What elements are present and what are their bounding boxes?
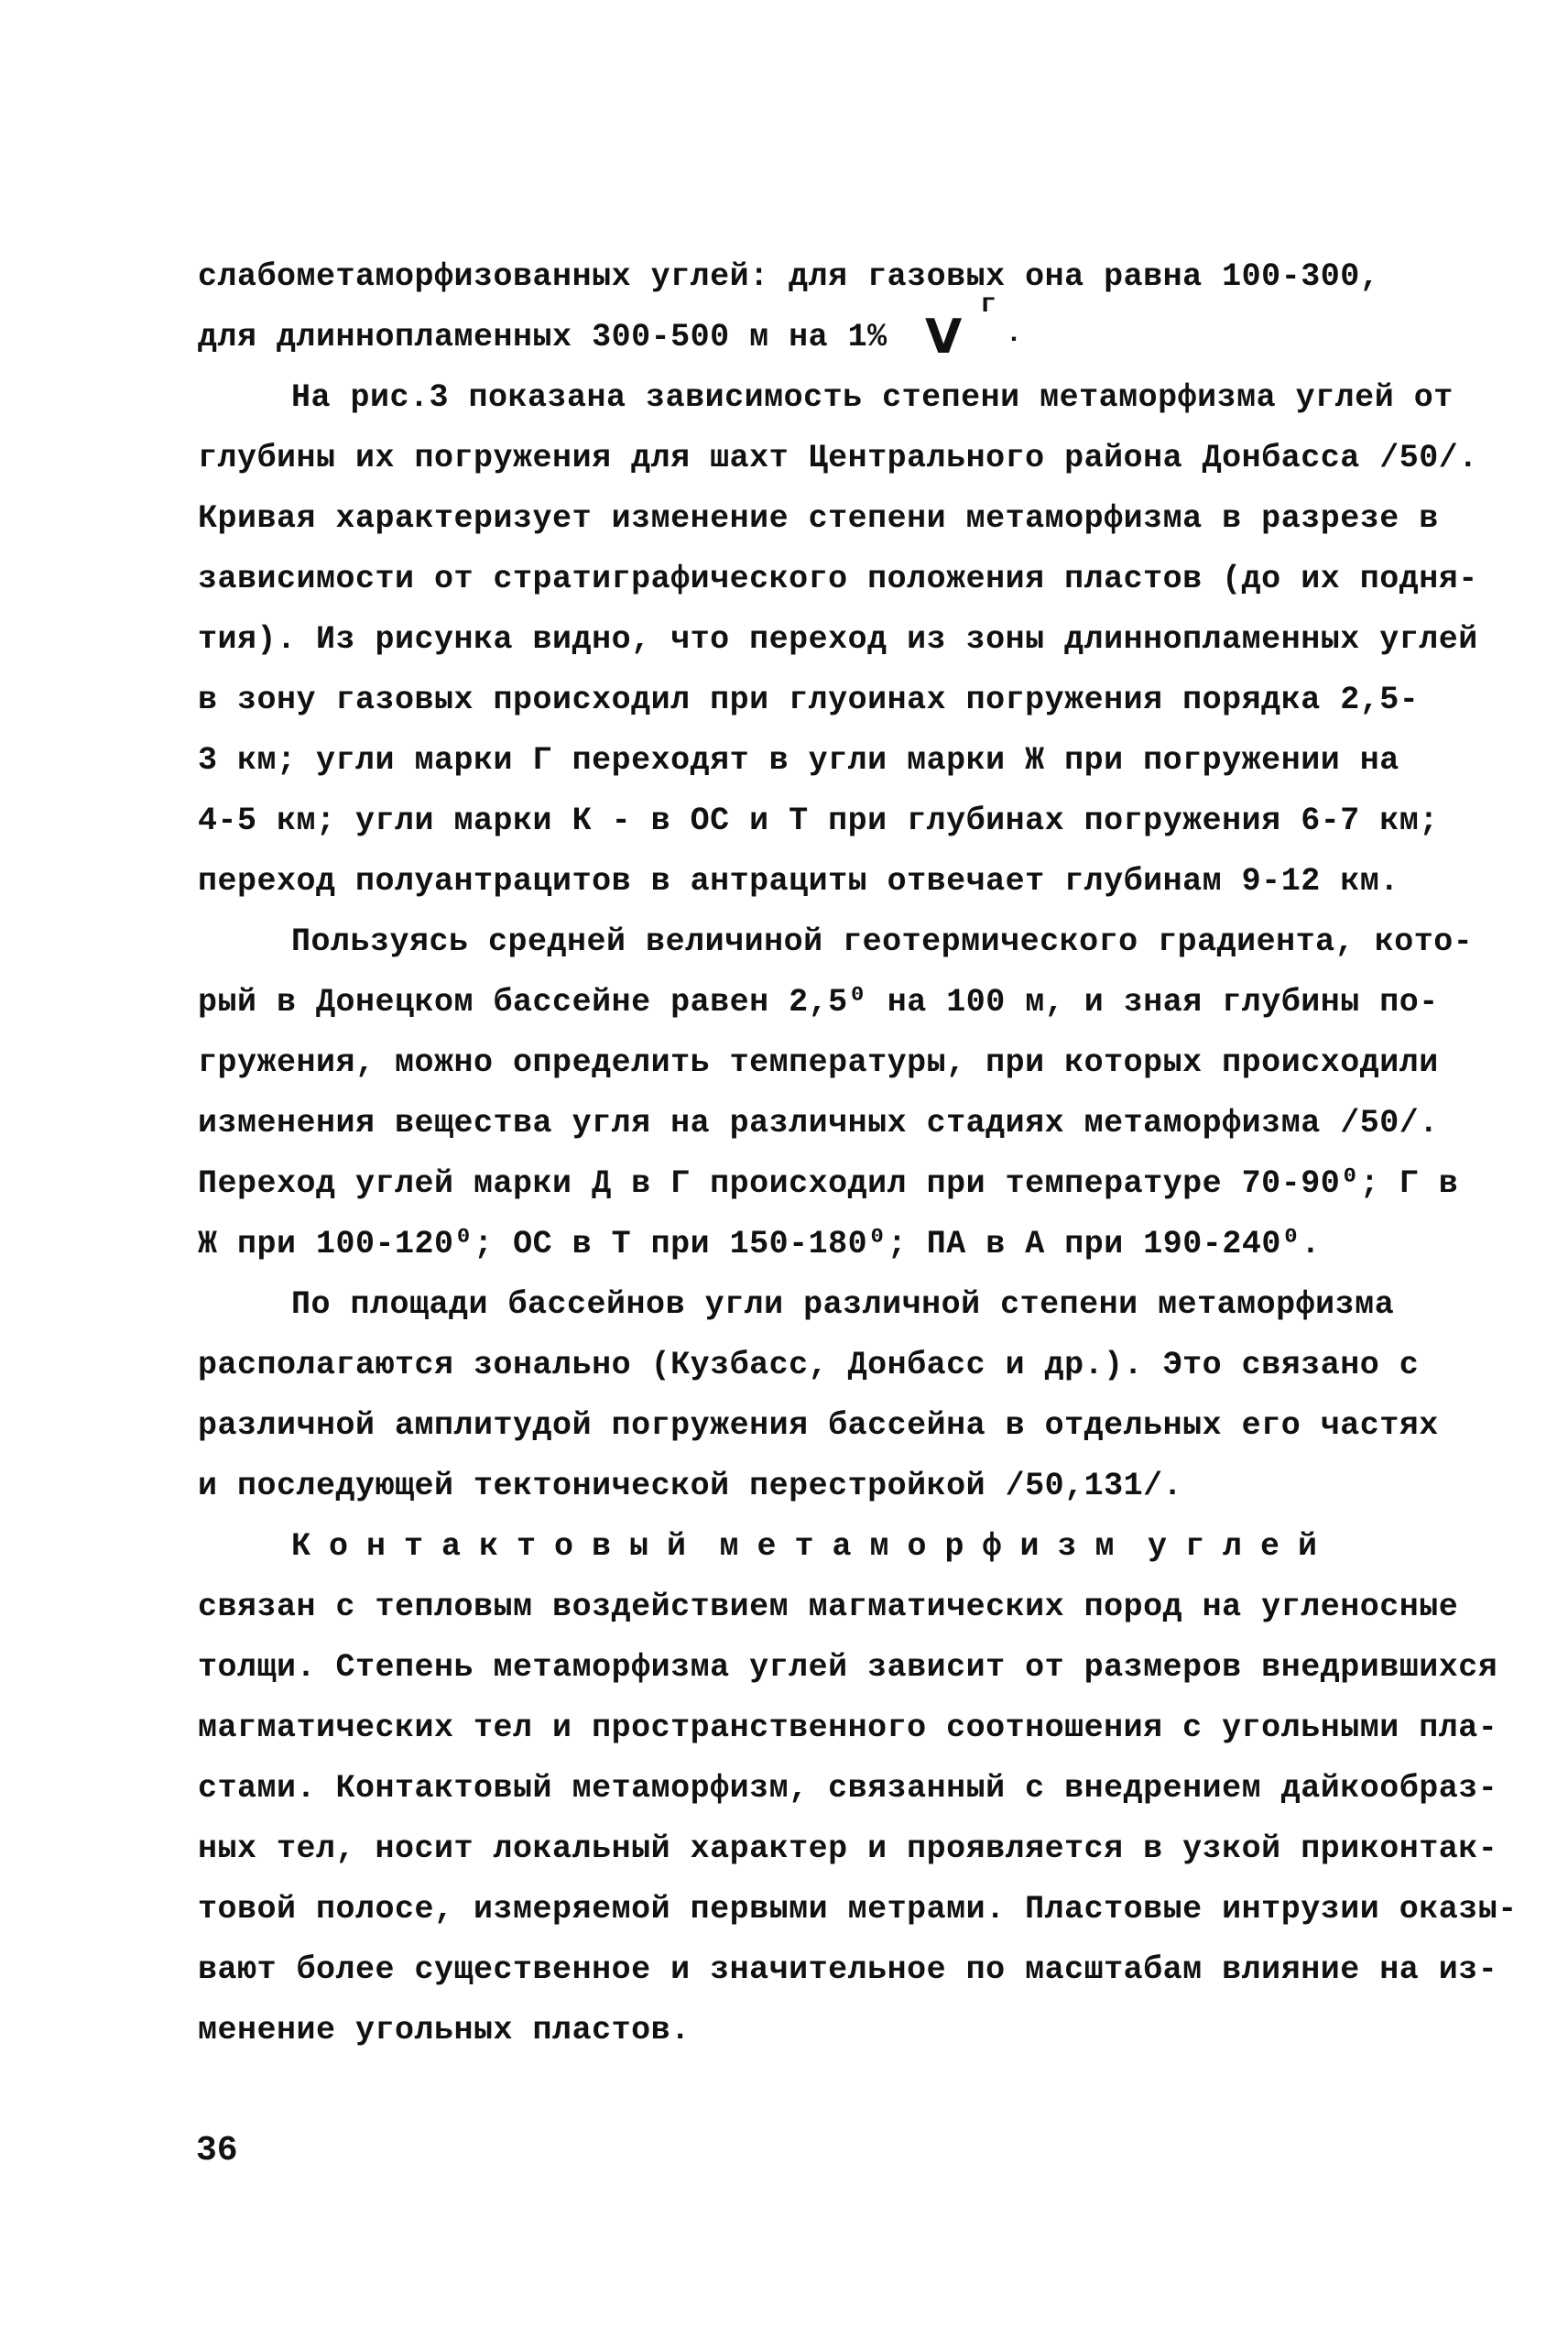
formula-superscript: г [980, 290, 997, 321]
formula-symbol: V [925, 310, 963, 365]
text-line-11: переход полуантрацитов в антрациты отвечает глубинам 9-12 км. [198, 863, 1399, 900]
text-line-12: Пользуясь средней величиной геотермического градиента, кото- [291, 923, 1474, 960]
text-line-7: тия). Из рисунка видно, что переход из зоны длиннопламенных углей [198, 621, 1478, 658]
text-line-29: менение угольных пластов. [198, 2012, 691, 2048]
text-line-13: рый в Донецком бассейне равен 2,5⁰ на 100 м, и зная глубины по- [198, 984, 1439, 1021]
text-line-26: ных тел, носит локальный характер и проявляется в узкой приконтак- [198, 1830, 1498, 1867]
text-line-8: в зону газовых происходил при глуоинах погружения порядка 2,5- [198, 682, 1420, 718]
text-line-3: На рис.3 показана зависимость степени метаморфизма углей от [291, 379, 1454, 416]
page-number: 36 [196, 2131, 238, 2170]
text-line-16: Переход углей марки Д в Г происходил при температуре 70-90⁰; Г в [198, 1165, 1459, 1202]
text-line-22: связан с тепловым воздействием магматических пород на угленосные [198, 1589, 1459, 1625]
text-line-10: 4-5 км; угли марки К - в ОС и Т при глубинах погружения 6-7 км; [198, 803, 1439, 839]
formula-trailing-dot: . [1006, 319, 1023, 350]
text-line-18: По площади бассейнов угли различной степени метаморфизма [291, 1286, 1395, 1323]
text-line-24: магматических тел и пространственного соотношения с угольными пла- [198, 1710, 1498, 1746]
text-line-9: 3 км; угли марки Г переходят в угли марки Ж при погружении на [198, 742, 1399, 779]
heading-word-3: углей [1147, 1528, 1335, 1565]
text-line-2: для длиннопламенных 300-500 м на 1% [198, 319, 887, 355]
text-line-20: различной амплитудой погружения бассейна в отдельных его частях [198, 1407, 1439, 1444]
text-line-21: и последующей тектонической перестройкой /50,131/. [198, 1468, 1183, 1504]
text-line-1: слабометаморфизованных углей: для газовых она равна 100-300, [198, 258, 1380, 295]
text-line-17: Ж при 100-120⁰; ОС в Т при 150-180⁰; ПА в А при 190-240⁰. [198, 1226, 1321, 1262]
section-heading [291, 1526, 1335, 1567]
text-line-15: изменения вещества угля на различных стадиях метаморфизма /50/. [198, 1105, 1439, 1142]
text-line-23: толщи. Степень метаморфизма углей зависит от размеров внедрившихся [198, 1649, 1498, 1686]
text-line-4: глубины их погружения для шахт Центрального района Донбасса /50/. [198, 440, 1478, 476]
text-line-25: стами. Контактовый метаморфизм, связанный с внедрением дайкообраз- [198, 1770, 1498, 1807]
text-line-27: товой полосе, измеряемой первыми метрами. Пластовые интрузии оказы- [198, 1891, 1518, 1928]
heading-word-2: метаморфизм [719, 1528, 1133, 1565]
text-line-19: располагаются зонально (Кузбасс, Донбасс и др.). Это связано с [198, 1347, 1420, 1383]
text-line-28: вают более существенное и значительное по масштабам влияние на из- [198, 1951, 1498, 1988]
text-line-14: гружения, можно определить температуры, при которых происходили [198, 1044, 1439, 1081]
text-line-5: Кривая характеризует изменение степени метаморфизма в разрезе в [198, 500, 1439, 537]
text-line-6: зависимости от стратиграфического положения пластов (до их подня- [198, 561, 1478, 597]
heading-word-1: Контактовый [291, 1528, 705, 1565]
